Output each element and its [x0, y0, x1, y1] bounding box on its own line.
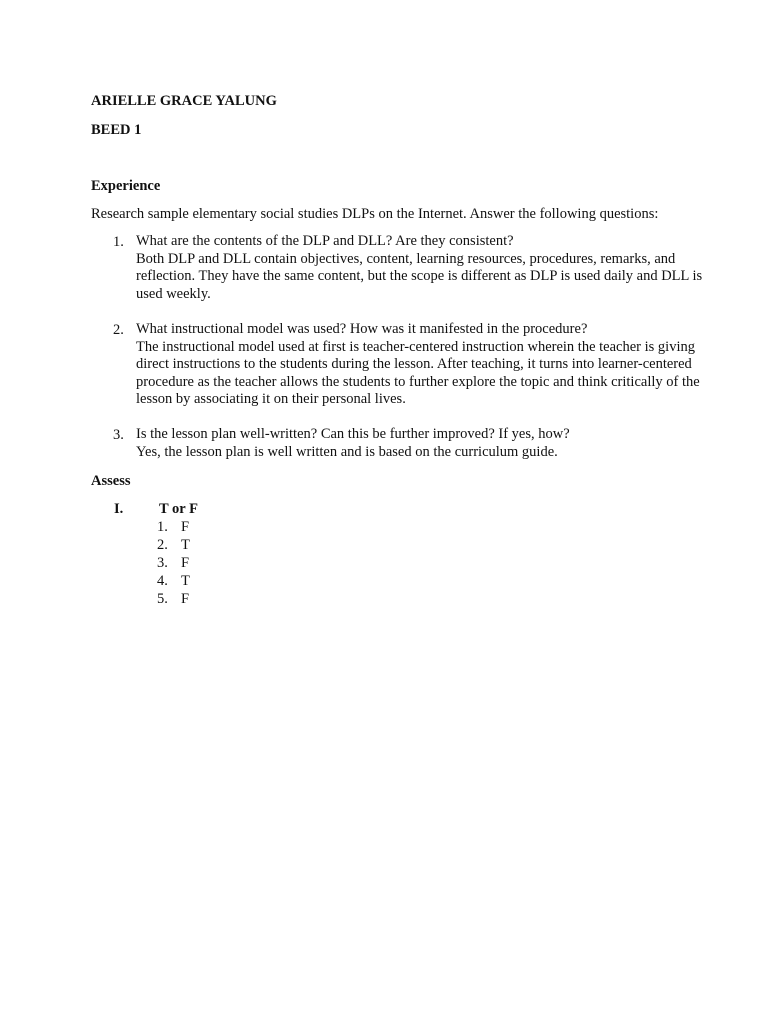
question-text: Is the lesson plan well-written? Can this be further improved? If yes, how?	[136, 426, 570, 442]
answer-line: The instructional model used at first is teacher-centered instruction wherein the teacher is giving	[136, 338, 695, 355]
assess-heading: Assess	[91, 473, 131, 489]
question-body	[136, 321, 700, 409]
answer-item	[157, 536, 190, 554]
answer-line: lesson by associating it on their personal lives.	[136, 391, 406, 408]
course-label: BEED 1	[91, 122, 142, 138]
answer-item	[157, 518, 189, 536]
experience-heading: Experience	[91, 178, 161, 194]
answer-line: procedure as the teacher allows the students to further explore the topic and think critically of the	[136, 373, 700, 390]
answer-line: direct instructions to the students during the lesson. After teaching, it turns into learner-centered	[136, 356, 692, 373]
answer-number: 2.	[157, 537, 168, 553]
answer-item	[157, 554, 189, 572]
answer-item	[157, 590, 189, 608]
student-name: ARIELLE GRACE YALUNG	[91, 93, 277, 109]
question-body	[136, 426, 696, 461]
question-body	[136, 233, 703, 303]
answer-number: 5.	[157, 591, 168, 607]
section-number: I.	[114, 501, 124, 517]
answer-number: 3.	[157, 555, 168, 571]
answer-number: 1.	[157, 519, 168, 535]
answer-line: used weekly.	[136, 285, 211, 302]
answer-value: F	[181, 591, 190, 607]
answer-line: reflection. They have the same content, but the scope is different as DLP is used daily and DLL is	[136, 268, 703, 285]
section-title: T or F	[159, 501, 198, 517]
question-number: 3.	[113, 427, 124, 443]
question-text: What instructional model was used? How was it manifested in the procedure?	[136, 321, 588, 337]
question-text: What are the contents of the DLP and DLL? Are they consistent?	[136, 233, 514, 249]
question-number: 2.	[113, 322, 124, 338]
experience-intro: Research sample elementary social studies DLPs on the Internet. Answer the following questions:	[91, 206, 659, 222]
answer-value: T	[181, 573, 190, 589]
answer-number: 4.	[157, 573, 168, 589]
answer-value: F	[181, 519, 190, 535]
answer-item	[157, 572, 190, 590]
question-number: 1.	[113, 234, 124, 250]
answer-value: T	[181, 537, 190, 553]
answer-line: Yes, the lesson plan is well written and is based on the curriculum guide.	[136, 443, 558, 460]
answer-value: F	[181, 555, 190, 571]
answer-line: Both DLP and DLL contain objectives, content, learning resources, procedures, remarks, and	[136, 250, 676, 267]
